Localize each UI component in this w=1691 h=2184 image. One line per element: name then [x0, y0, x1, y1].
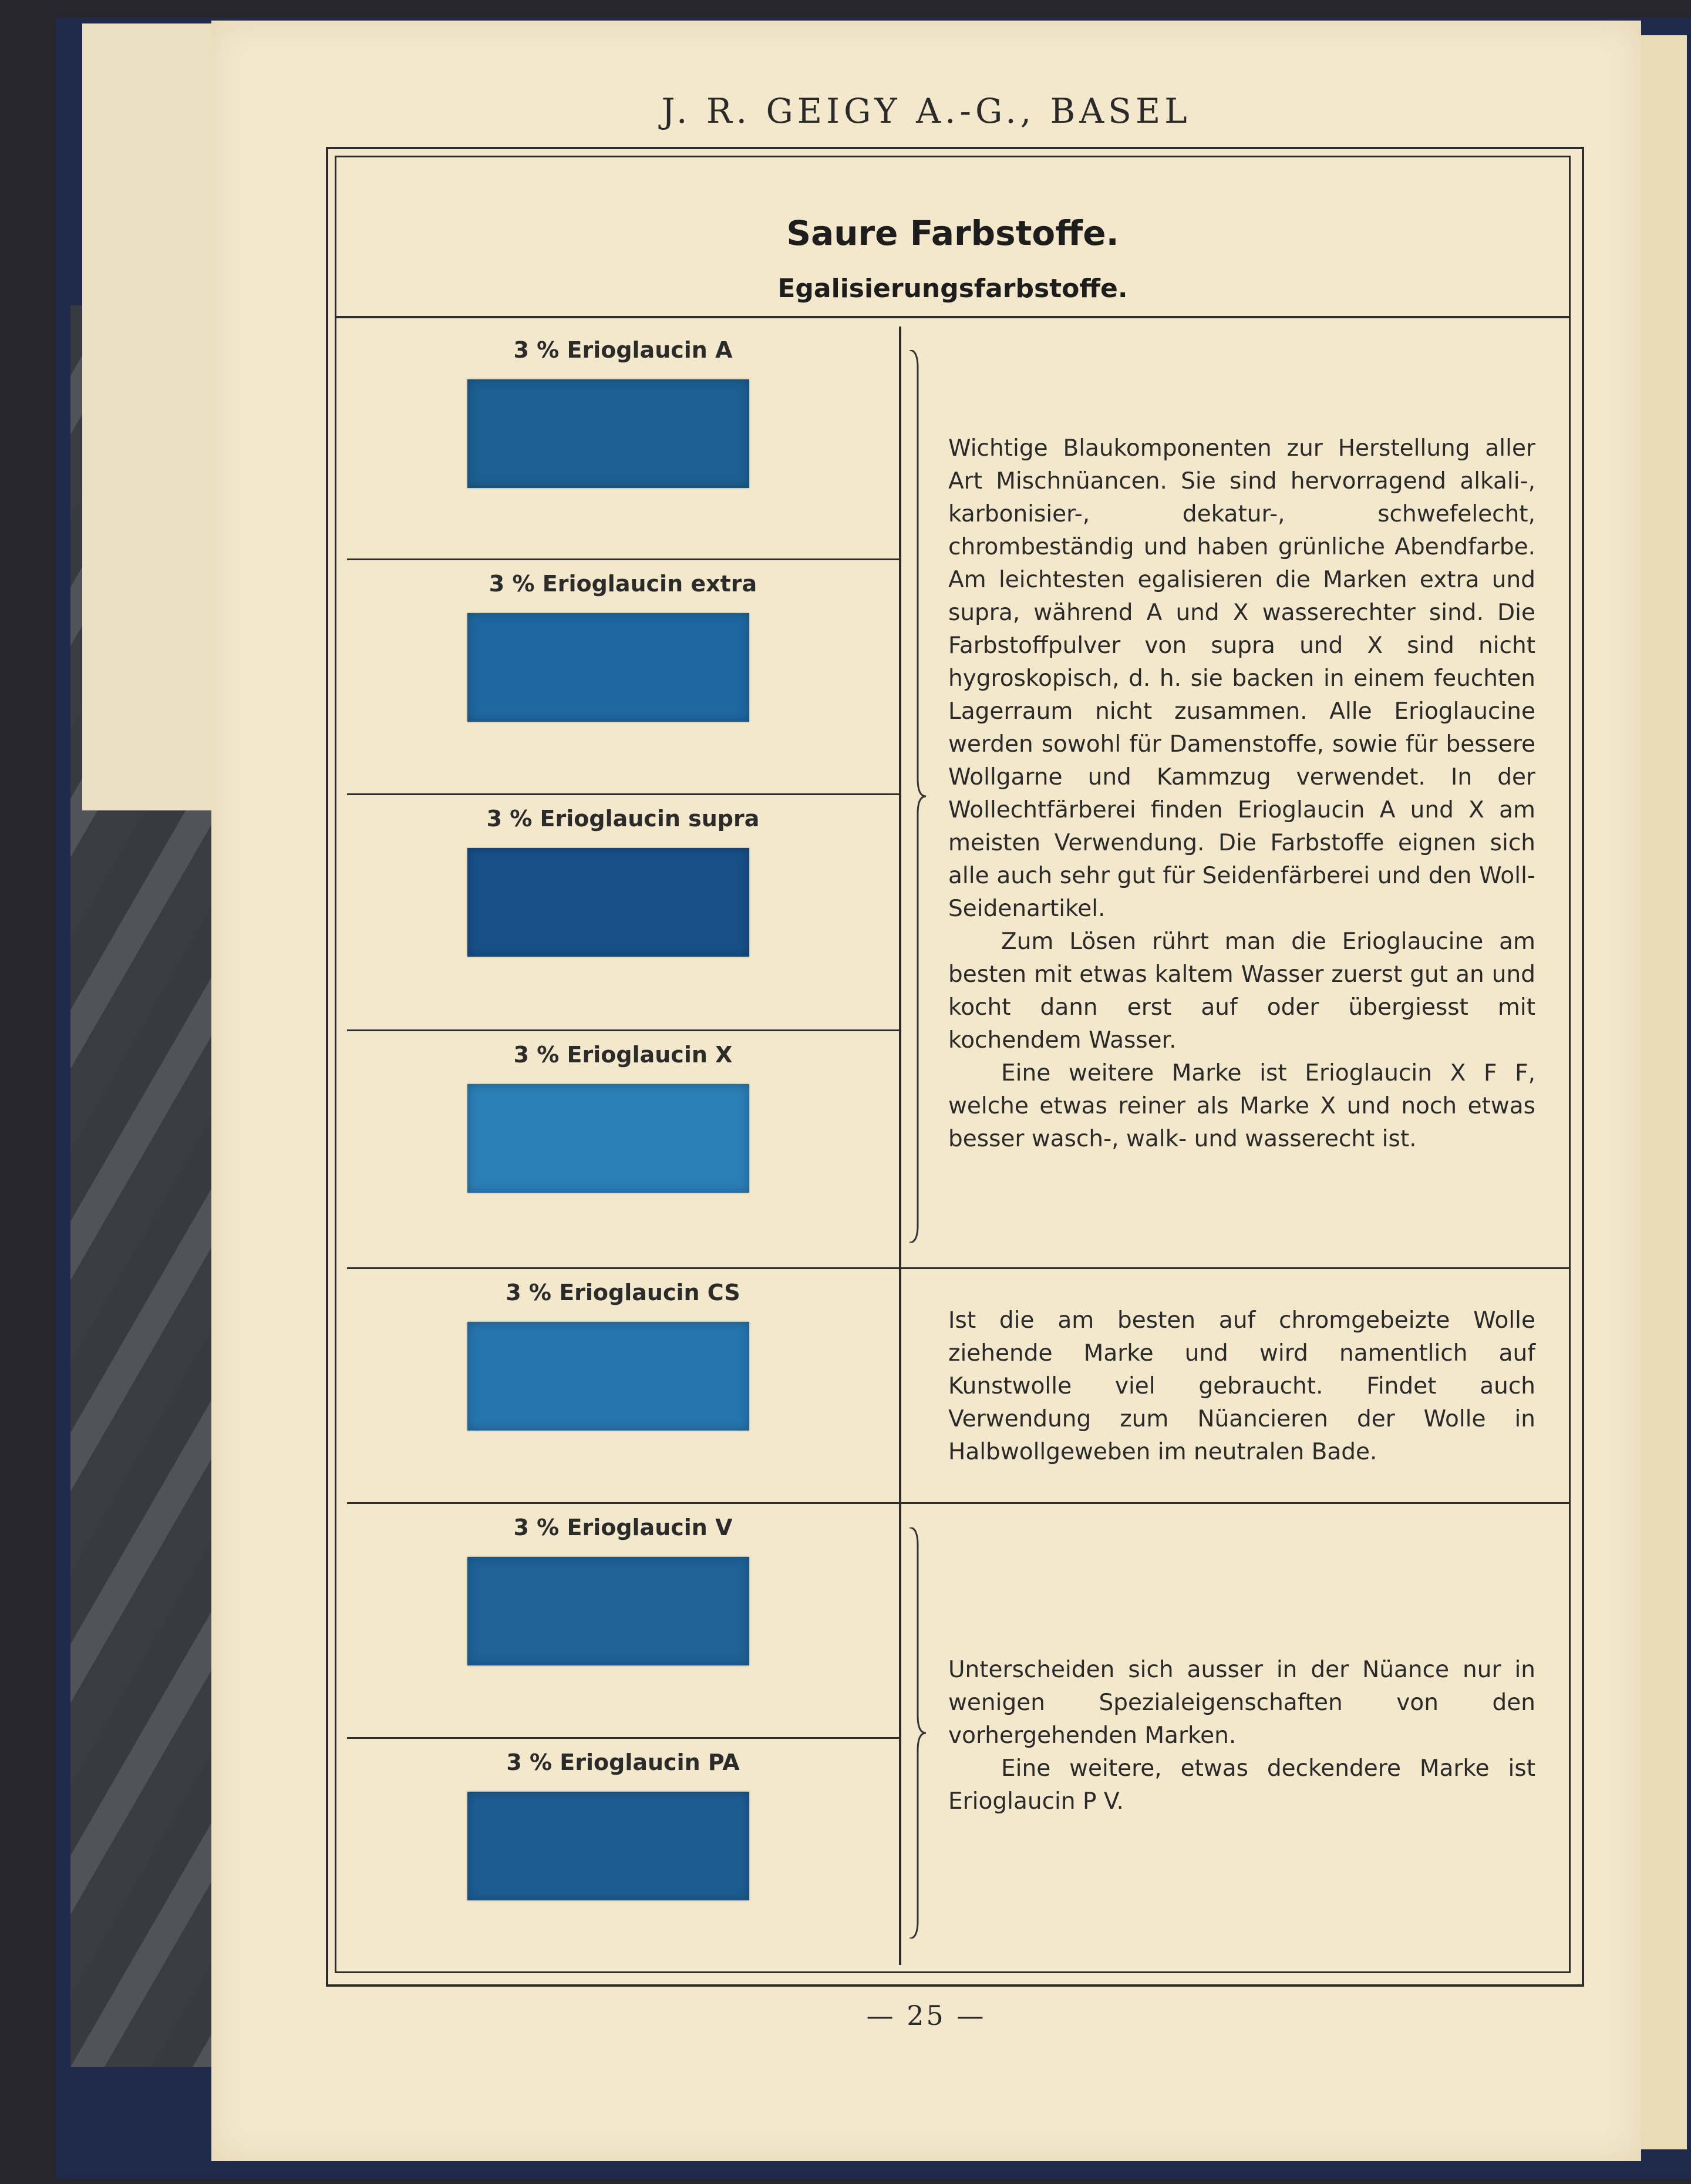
sample-label: 3 % Erioglaucin X: [513, 1042, 733, 1068]
description-paragraph: Ist die am besten auf chromgebeizte Wolle ziehende Marke und wird namentlich auf Kunstwolle viel gebraucht. Findet auch Verwendung zum Nüancieren der Wolle in Halbwollgeweben im neutralen Bade.: [948, 1307, 1535, 1465]
sample-row: [347, 795, 899, 1031]
description-group-3: [901, 1504, 1571, 1965]
description-group-1: [901, 327, 1571, 1269]
sample-row: [347, 1739, 899, 1965]
description-column: [901, 327, 1571, 1965]
description-text: [948, 1304, 1535, 1469]
sample-row: [347, 1504, 899, 1739]
inner-frame: [335, 156, 1571, 1973]
sample-label: 3 % Erioglaucin A: [513, 337, 733, 363]
next-page-edge: [1638, 35, 1687, 2149]
description-paragraph: Unterscheiden sich ausser in der Nüance nur in wenigen Spezialeigenschaften von den vorhergehenden Marken.: [948, 1657, 1535, 1749]
sample-column: [347, 327, 901, 1965]
dye-swatch: [467, 1557, 749, 1665]
description-paragraph: Zum Lösen rührt man die Erioglaucine am besten mit etwas kaltem Wasser zuerst gut an und kocht dann erst auf oder übergiesst mit kochendem Wasser.: [948, 928, 1535, 1054]
description-paragraph: Eine weitere Marke ist Erioglaucin X F F, welche etwas reiner als Marke X und noch etwas besser wasch-, walk- und wasserecht ist.: [948, 1060, 1535, 1152]
curly-brace-icon: [907, 1527, 927, 1939]
sample-label: 3 % Erioglaucin supra: [486, 806, 760, 832]
description-paragraph: Eine weitere, etwas deckendere Marke ist Erioglaucin P V.: [948, 1755, 1535, 1815]
running-head: J. R. GEIGY A.-G., BASEL: [661, 91, 1191, 131]
description-text: [948, 432, 1535, 1156]
dye-swatch: [467, 379, 749, 488]
dye-swatch: [467, 1084, 749, 1193]
dye-swatch: [467, 613, 749, 722]
sample-label: 3 % Erioglaucin PA: [506, 1749, 740, 1775]
sample-label: 3 % Erioglaucin V: [513, 1515, 733, 1540]
page-number: — 25 —: [866, 2000, 986, 2031]
sample-label: 3 % Erioglaucin extra: [489, 571, 757, 597]
dye-swatch: [467, 1792, 749, 1900]
previous-page-edges: [82, 23, 219, 810]
sample-row: [347, 327, 899, 560]
sample-row: [347, 560, 899, 795]
sample-row: [347, 1269, 899, 1504]
description-group-2: [901, 1269, 1571, 1504]
title-block: [336, 157, 1569, 318]
description-text: [948, 1654, 1535, 1818]
section-title: Saure Farbstoffe.: [786, 213, 1119, 253]
sample-row: [347, 1031, 899, 1269]
dye-swatch: [467, 1322, 749, 1431]
section-subtitle: Egalisierungsfarbstoffe.: [777, 274, 1128, 304]
curly-brace-icon: [907, 350, 927, 1243]
catalog-page: [211, 21, 1641, 2161]
dye-swatch: [467, 848, 749, 957]
sample-label: 3 % Erioglaucin CS: [506, 1280, 740, 1305]
description-paragraph: Wichtige Blaukomponenten zur Herstellung aller Art Mischnüancen. Sie sind hervorragend alkali-, karbonisier-, dekatur-, schwefelecht, chrombeständig und haben grünliche Abendfarbe. Am leichtesten egalisieren die Marken extra und supra, während A und X wasserechter sind. Die Farbstoffpulver von supra und X sind nicht hygroskopisch, d. h. sie backen in einem feuchten Lagerraum nicht zusammen. Alle Erioglaucine werden sowohl für Damenstoffe, sowie für bessere Wollgarne und Kammzug verwendet. In der Wollechtfärberei finden Erioglaucin A und X am meisten Verwendung. Die Farbstoffe eignen sich alle auch sehr gut für Seidenfärberei und den Woll-Seidenartikel.: [948, 435, 1535, 922]
